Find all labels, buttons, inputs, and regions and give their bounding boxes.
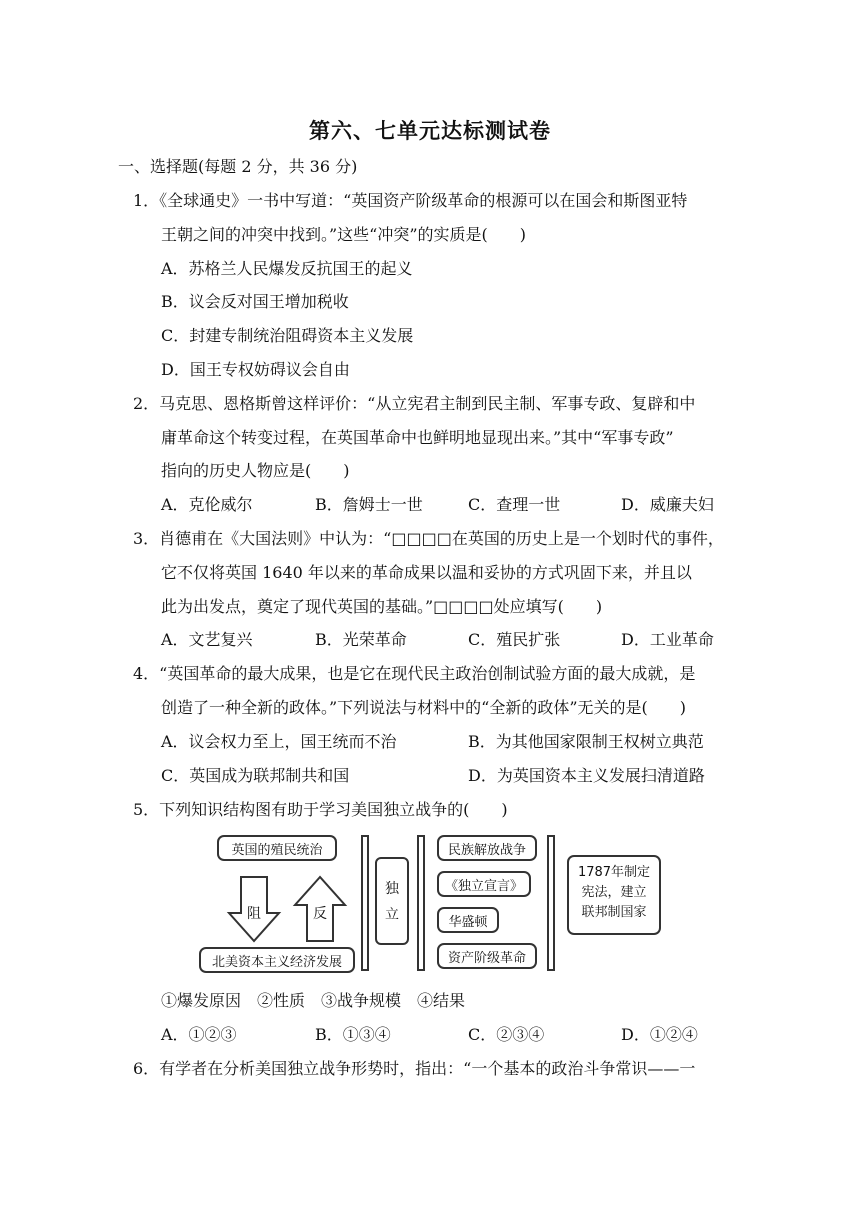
- question-3-line-3: 此为出发点，奠定了现代英国的基础。”□□□□处应填写( ): [161, 597, 603, 616]
- diagram-middle-bar: [417, 835, 425, 971]
- question-3-option-b: B．光荣革命: [315, 630, 407, 649]
- diagram-arrow-down-label: 阻: [247, 906, 261, 922]
- question-5-option-d: D．①②④: [621, 1025, 698, 1044]
- diagram-result-box: [567, 855, 661, 935]
- question-4-option-b: B．为其他国家限制王权树立典范: [468, 732, 704, 751]
- question-6-line-1: 6．有学者在分析美国独立战争形势时，指出：“一个基本的政治斗争常识——一: [133, 1059, 696, 1078]
- diagram-result-line-3: 联邦制国家: [581, 905, 647, 920]
- question-5-option-c: C．②③④: [468, 1025, 545, 1044]
- diagram-right-bar: [547, 835, 555, 971]
- question-5-items: ①爆发原因 ②性质 ③战争规模 ④结果: [161, 991, 466, 1010]
- question-2-line-3: 指向的历史人物应是( ): [161, 461, 350, 480]
- question-3-line-2: 它不仅将英国 1640 年以来的革命成果以温和妥协的方式巩固下来，并且以: [161, 563, 692, 582]
- question-5-option-b: B．①③④: [315, 1025, 391, 1044]
- diagram-independence-box: [375, 857, 409, 945]
- question-4-line-2: 创造了一种全新的政体。”下列说法与材料中的“全新的政体”无关的是( ): [161, 698, 687, 717]
- question-4-option-c: C．英国成为联邦制共和国: [161, 766, 350, 785]
- diagram-item-washington: 华盛顿: [437, 907, 499, 933]
- diagram-independence-char-1: 独: [385, 881, 399, 897]
- diagram-left-bar: [361, 835, 369, 971]
- question-4-option-a: A．议会权力至上，国王统而不治: [161, 732, 397, 751]
- question-1-option-c: C．封建专制统治阻碍资本主义发展: [161, 326, 414, 345]
- diagram-independence-char-2: 立: [385, 907, 399, 923]
- question-1-option-d: D．国王专权妨碍议会自由: [161, 360, 350, 379]
- question-2-option-b: B．詹姆士一世: [315, 495, 423, 514]
- diagram-item-declaration: 《独立宣言》: [437, 871, 531, 897]
- diagram-item-bourgeois-revolution: 资产阶级革命: [437, 943, 537, 969]
- question-5-option-a: A．①②③: [161, 1025, 237, 1044]
- question-1-line-1: 1．《全球通史》一书中写道：“英国资产阶级革命的根源可以在国会和斯图亚特: [133, 191, 688, 210]
- knowledge-structure-diagram: [195, 833, 665, 973]
- question-1-option-a: A．苏格兰人民爆发反抗国王的起义: [161, 259, 413, 278]
- question-4-option-d: D．为英国资本主义发展扫清道路: [468, 766, 705, 785]
- question-3-option-a: A．文艺复兴: [161, 630, 253, 649]
- question-3-line-1: 3．肖德甫在《大国法则》中认为：“□□□□在英国的历史上是一个划时代的事件，: [133, 529, 724, 548]
- question-3-option-c: C．殖民扩张: [468, 630, 561, 649]
- diagram-item-liberation-war: 民族解放战争: [437, 835, 537, 861]
- diagram-result-line-1: 1787年制定: [577, 865, 651, 880]
- question-2-option-d: D．威廉夫妇: [621, 495, 714, 514]
- diagram-colonial-rule: 英国的殖民统治: [217, 835, 337, 861]
- question-1-option-b: B．议会反对国王增加税收: [161, 292, 349, 311]
- question-2-line-1: 2．马克思、恩格斯曾这样评价：“从立宪君主制到民主制、军事专政、复辟和中: [133, 394, 696, 413]
- page-title: 第六、七单元达标测试卷: [309, 119, 551, 143]
- diagram-economic-development: 北美资本主义经济发展: [199, 947, 355, 973]
- section-heading: 一、选择题(每题 2 分，共 36 分): [118, 157, 358, 176]
- question-3-option-d: D．工业革命: [621, 630, 714, 649]
- question-2-option-a: A．克伦威尔: [161, 495, 253, 514]
- question-5-line-1: 5．下列知识结构图有助于学习美国独立战争的( ): [133, 800, 508, 819]
- question-2-option-c: C．查理一世: [468, 495, 561, 514]
- diagram-result-line-2: 宪法，建立: [581, 885, 647, 900]
- diagram-arrow-up-label: 反: [313, 906, 327, 922]
- question-1-line-2: 王朝之间的冲突中找到。”这些“冲突”的实质是( ): [161, 225, 527, 244]
- question-4-line-1: 4．“英国革命的最大成果，也是它在现代民主政治创制试验方面的最大成就，是: [133, 664, 696, 683]
- question-2-line-2: 庸革命这个转变过程，在英国革命中也鲜明地显现出来。”其中“军事专政”: [161, 428, 674, 447]
